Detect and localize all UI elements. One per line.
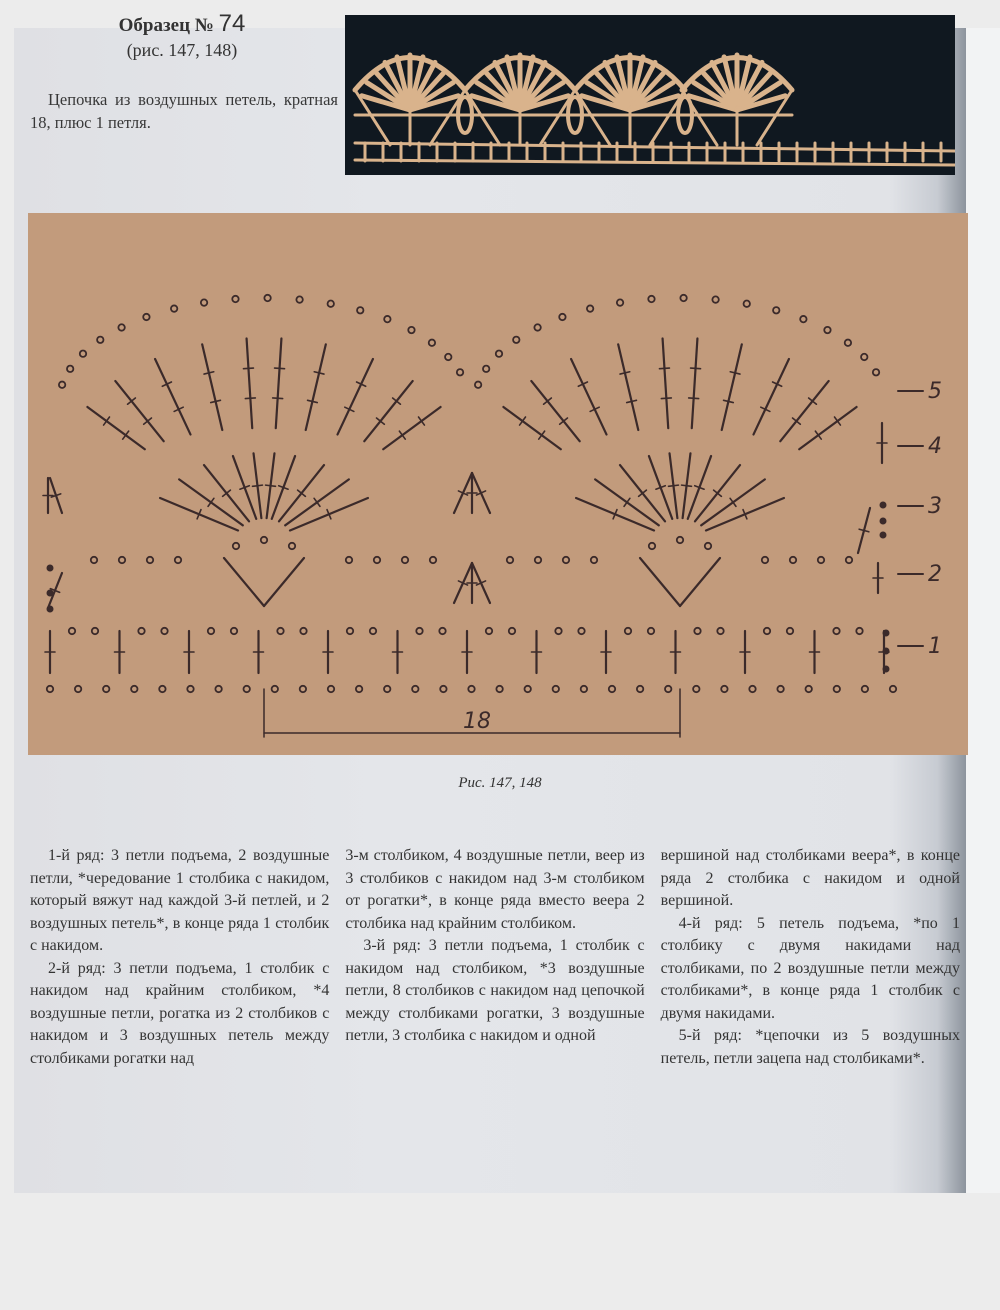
paragraph: вершиной над столбиками веера*, в конце ряда 2 столбика с накидом и одной вершиной.: [660, 847, 960, 909]
lace-sample-photo: [345, 15, 955, 175]
text-column-3: [661, 845, 960, 1155]
svg-text:4: 4: [928, 434, 942, 459]
lace-photo-drawing: [345, 15, 955, 175]
svg-text:18: 18: [463, 709, 491, 734]
text-column-2: [345, 845, 644, 1155]
crochet-chart: [28, 213, 968, 755]
figure-caption: Рис. 147, 148: [458, 775, 542, 791]
paragraph: 3-м столбиком, 4 воздушные петли, веер из 3 столбиков с накидом над 3-м столбиком от рогатки*, в конце ряда вместо веера 2 столбика над крайним столбиком.: [345, 847, 645, 932]
paragraph: 5-й ряд: *цепочки из 5 воздушных петель, петли зацепа над столбиками*.: [660, 1027, 960, 1067]
svg-text:2: 2: [928, 562, 942, 587]
paragraph: 1-й ряд: 3 петли подъема, 2 воздушные петли, *чередование 1 столбика с накидом, который вяжут над каждой 3-й петлей, и 2 воздушных петель*, в конце ряда 1 столбик с накидом.: [30, 847, 330, 954]
svg-text:5: 5: [928, 379, 942, 404]
text-column-1: [30, 845, 329, 1155]
paragraph: 2-й ряд: 3 петли подъема, 1 столбик с накидом над крайним столбиком, *4 воздушные петли, рогатка из 2 столбиков с накидом и 3 воздушных петель между столбиками рогатки над: [30, 959, 330, 1067]
foundation-chain-text: Цепочка из воздушных петель, кратная 18, плюс 1 петля.: [30, 90, 338, 132]
pattern-title: [92, 10, 272, 38]
title-prefix: Образец №: [118, 15, 214, 36]
pattern-number: 74: [218, 10, 246, 37]
figure-reference: (рис. 147, 148): [126, 40, 238, 60]
paragraph: 3-й ряд: 3 петли подъема, 1 столбик с накидом над столбиком, *3 воздушные петли, 8 столбиков с накидом над цепочкой между столбиками рогатки, 3 воздушные петли, 3 столбика с накидом и одной: [345, 937, 645, 1044]
page-margin: [966, 28, 1000, 1193]
svg-text:3: 3: [928, 494, 942, 519]
svg-text:1: 1: [928, 634, 942, 659]
instructions-text: [30, 845, 960, 1155]
paragraph: 4-й ряд: 5 петель подъема, *по 1 столбику с двумя накидами над столбиками, по 2 воздушные петли между столбиками*, в конце ряда 1 столбик с двумя накидами.: [660, 914, 960, 1022]
crochet-symbol-chart: [28, 213, 968, 755]
